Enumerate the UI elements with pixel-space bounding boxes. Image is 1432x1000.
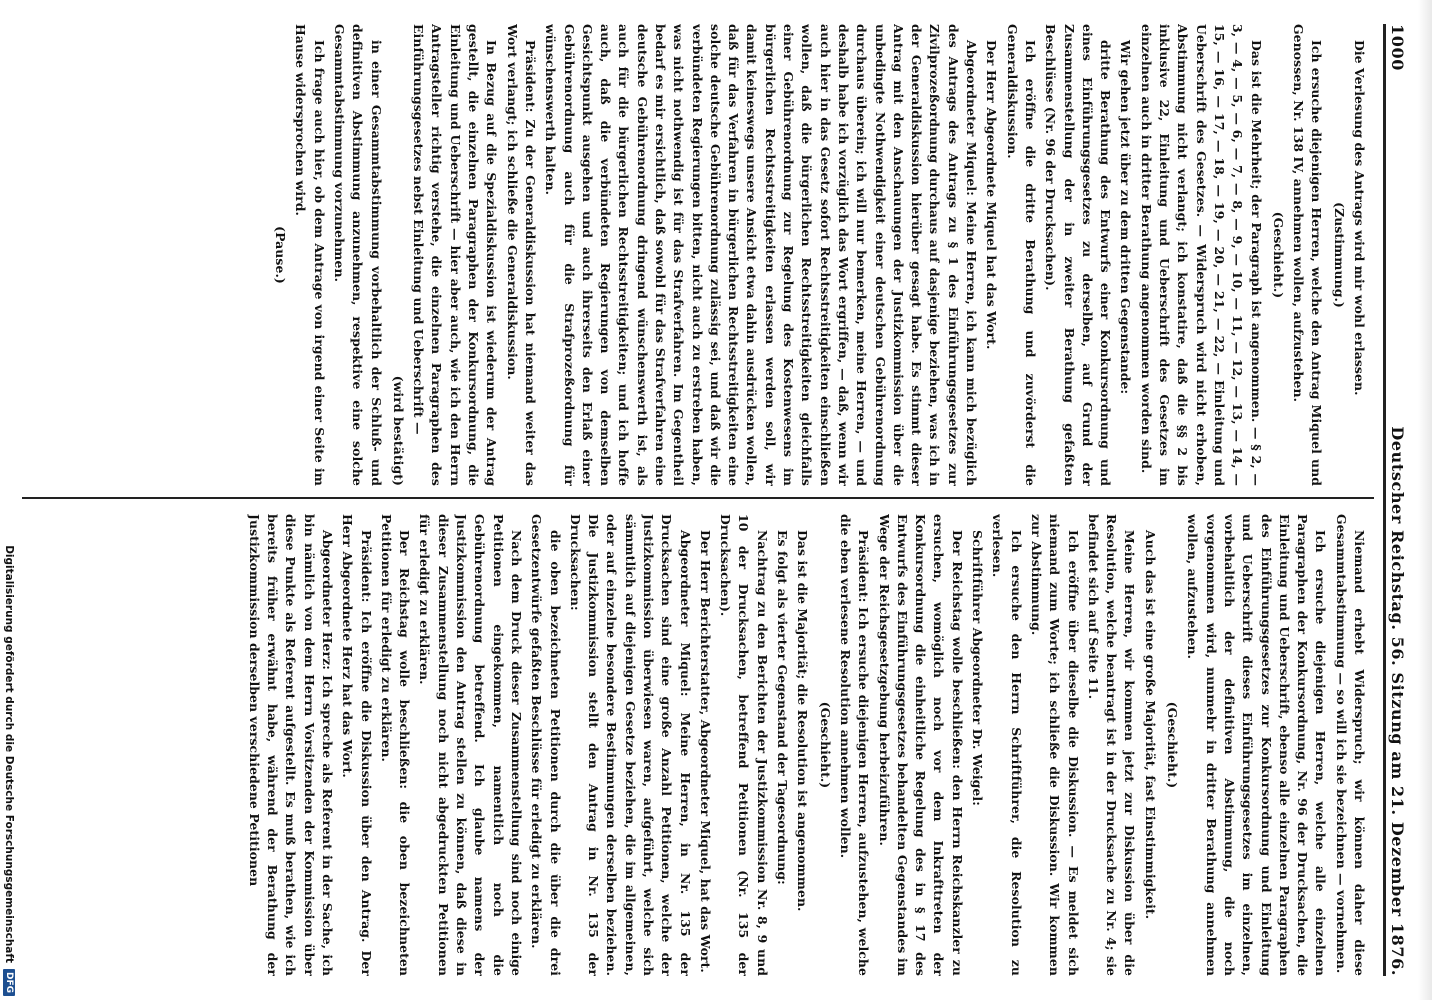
credit-text: Digitalisierung gefördert durch die Deutsche Forschungsgemeinschaft (3, 545, 15, 963)
paragraph: Nach dem Druck dieser Zusammenstellung sind noch einige Petitionen eingekommen, namentlich noch die Gebührenordnung betreffend. Ich glaube namens der Justizkommission den Antrag stellen zu können, daß diese in dieser Zusammenstellung noch nicht abgedruckten Petitionen für erledigt zu erklären. (417, 514, 524, 976)
paragraph: Abgeordneter Miquel: Meine Herren, in Nr. 135 der Drucksachen sind eine große Anzahl Petitionen, welche der Justizkommission überwiesen waren, aufgeführt, welche sich sämmtlich auf diejenigen Gesetze beziehen, die im allgemeinen, oder auf einzelne besondere Bestimmungen derselben beziehen. Die Justizkommission stellt den Antrag in Nr. 135 der Drucksachen: (567, 514, 693, 976)
column-divider (22, 497, 1374, 499)
paragraph: Präsident: Ich ersuche diejenigen Herren, aufzustehen, welche die eben verlesene Resolution annehmen wollen. (837, 514, 872, 976)
paragraph: Ich eröffne über dieselbe die Diskussion. — Es meldet sich niemand zum Worte; ich schließe die Diskussion. Wir kommen zur Abstimmung. (1028, 514, 1081, 976)
paragraph: Ich ersuche den Herrn Schriftführer, die Resolution zu verlesen. (990, 514, 1024, 976)
paragraph: Abgeordneter Herz: Ich spreche als Referent in der Sache, ich bin nämlich von dem Herrn Vorsitzenden der Kommission über diese Punkte als Referent aufgestellt. Es muß berathen, wie ich bereits früher erwähnt habe, während der Berathung der Justizkommission derselben verschiedene Petitionen (246, 514, 335, 976)
paragraph: (Geschieht.) (817, 701, 833, 789)
right-column (22, 514, 1368, 976)
left-column (22, 24, 1368, 486)
paragraph: Der Reichstag wolle beschließen: den Herrn Reichskanzler zu ersuchen, womöglich noch vor dem Inkrafttreten der Konkursordnung die einheitliche Regelung des in § 17 des Entwurfs des Einführungsgesetzes behandelten Gegenstandes im Wege der Reichsgesetzgebung herbeizuführen. (876, 514, 965, 976)
page-number: 1000 (1388, 24, 1407, 71)
paragraph: Ich eröffne die dritte Berathung und zuvörderst die Generaldiskussion. (1004, 24, 1038, 486)
paragraph: die oben bezeichneten Petitionen durch die über die drei Gesetzentwürfe gefaßten Beschlüsse für erledigt zu erklären. (529, 514, 563, 976)
digitization-credit (0, 0, 18, 1000)
paragraph: Abgeordneter Miquel: Meine Herren, ich kann mich bezüglich des Antrags des Antrags zu § 1 des Einführungsgesetzes zur Zivilprozeßordnung durchaus auf dasjenige beziehen, was ich in der Generaldiskussion hierüber gesagt habe. Es stimmt dieser Antrag mit den Anschauungen der Justizkommission über die unbedingte Nothwendigkeit einer deutschen Gebührenordnung durchaus überein; ich will nur bemerken, meine Herren, — und deshalb habe ich vorzüglich das Wort ergriffen, — daß, wenn wir auch hier in das Gesetz sofort Rechtsstreitigkeiten einschließen wollen, daß die bürgerlichen Rechtsstreitigkeiten gleichfalls einer Gebührenordnung zur Regelung des Kostenwesens im bürgerlichen Rechtsstreitigkeiten erlassen werden soll, wir damit keineswegs unsere Ansicht etwa dahin ausdrücken wollen, daß für das Verfahren in bürgerlichen Rechtsstreitigkeiten eine solche deutsche Gebührenordnung zulässig sei, und daß wir die verbündeten Regierungen bitten, nicht auch zu erstreben haben, was nicht nothwendig ist für das Strafverfahren. Im Gegentheil bedarf es mir ersichtlich, daß sowohl für das Strafverfahren eine deutsche Gebührenordnung dringend wünschenswerth ist, als auch für die bürgerlichen Rechtsstreitigkeiten; und ich hoffe auch, daß die verbündeten Regierungen von demselben Gesichtspunkt ausgehen und auch ihrerseits den Erlaß einer Gebührenordnung auch für die Strafprozeßordnung für wünschenswerth halten. (543, 24, 980, 486)
dfg-logo: DFG (3, 969, 15, 996)
paragraph: Nachtrag zu den Berichten der Justizkommission Nr. 8, 9 und 10 der Drucksachen, betreffend Petitionen (Nr. 135 der Drucksachen). (718, 514, 770, 976)
paragraph: Die Verlesung des Antrags wird mir wohl erlassen. (1352, 40, 1367, 396)
paragraph: In Bezug auf die Spezialdiskussion ist wiederum der Antrag gestellt, die einzelnen Paragraphen der Konkursordnung, die Einleitung und Ueberschrift — hier aber auch, wie ich den Herrn Antragsteller richtig verstehe, die einzelnen Paragraphen des Einführungsgesetzes nebst Einleitung und Ueberschrift — (411, 24, 500, 486)
paragraph: (Geschieht.) (1270, 211, 1286, 299)
paragraph: Das ist die Majorität; die Resolution ist angenommen. (795, 530, 811, 912)
page-header (1383, 24, 1418, 976)
paragraph: Es folgt als vierter Gegenstand der Tagesordnung: (775, 530, 791, 885)
paragraph: Wir gehen jetzt über zu dem dritten Gegenstande: (1118, 40, 1134, 395)
page-title: Deutscher Reichstag. 56. Sitzung am 21. Dezember 1876. (1388, 426, 1407, 976)
paragraph: Schriftführer Abgeordneter Dr. Weigel: (970, 530, 986, 806)
scan-edge (1418, 0, 1432, 1000)
paragraph: Der Herr Berichterstatter, Abgeordneter Miquel, hat das Wort. (697, 530, 713, 973)
paragraph: Das ist die Mehrheit; der Paragraph ist angenommen. — § 2, — 3, — 4, — 5, — 6, — 7, — 8, — 9, — 10, — 11, — 12, — 13, — 14, — 15, — 16, — 17, — 18, — 19, — 20, — 21, — 22, — Einleitung und Ueberschrift des Gesetzes. — Widerspruch wird nicht erhoben, Abstimmung nicht verlangt; ich konstatire, daß die §§ 2 bis inklusive 22, Einleitung und Ueberschrift des Gesetzes im einzelnen auch in dritter Berathung angenommen worden sind. (1138, 24, 1264, 486)
paragraph: (Zustimmung.) (1331, 202, 1347, 308)
paragraph: Auch das ist eine große Majorität, fast Einstimmigkeit. (1142, 530, 1158, 920)
paragraph: dritte Berathung des Entwurfs einer Konkursordnung und eines Einführungsgesetzes zu derselben, auf Grund der Zusammenstellung der in zweiter Berathung gefaßten Beschlüsse (Nr. 96 der Drucksachen). (1043, 24, 1114, 486)
paragraph: (wird bestätigt) (390, 375, 406, 486)
paragraph: Präsident: Zu der Generaldiskussion hat niemand weiter das Wort verlangt; ich schließe die Generaldiskussion. (504, 24, 538, 486)
paragraph: Meine Herren, wir kommen jetzt zur Diskussion über die Resolution, welche beantragt ist in der Drucksache zu Nr. 4; sie befindet sich auf Seite 11. (1085, 514, 1138, 976)
paragraph: Niemand erhebt Widerspruch; wir können daher diese Gesammtabstimmung — so will ich sie bezeichnen — vornehmen. (1333, 514, 1367, 976)
paragraph: Präsident: Ich eröffne die Diskussion über den Antrag. Der Herr Abgeordnete Herz hat das Wort. (340, 514, 374, 976)
paragraph: Der Herr Abgeordnete Miquel hat das Wort. (984, 40, 1000, 350)
paragraph: in einer Gesammtabstimmung vorbehaltlich der Schluß- und definitiven Abstimmung anzunehmen, respektive eine solche Gesammtabstimmung vorzunehmen. (331, 24, 384, 486)
paragraph: (Geschieht.) (1165, 701, 1181, 789)
paragraph: (Pause.) (273, 226, 289, 284)
paragraph: Ich ersuche diejenigen Herren, welche alle einzelnen Paragraphen der Konkursordnung, Nr. 96 der Drucksachen, die Einleitung und Ueberschrift, ebenso alle einzelnen Paragraphen des Einführungsgesetzes zur Konkursordnung und Einleitung und Ueberschrift dieses Einführungsgesetzes im einzelnen, vorbehaltlich der definitiven Abstimmung, die noch vorgenommen wird, nunmehr in dritter Berathung annehmen wollen, aufzustehen. (1185, 514, 1329, 976)
paragraph: Der Reichstag wolle beschließen: die oben bezeichneten Petitionen für erledigt zu erklären. (378, 514, 413, 976)
paragraph: Ich frage auch hier, ob dem Antrage von irgend einer Seite im Hause widersprochen wird. (293, 24, 327, 486)
paragraph: Ich ersuche diejenigen Herren, welche den Antrag Miquel und Genossen, Nr. 138 IV, annehmen wollen, aufzustehen. (1291, 24, 1325, 486)
